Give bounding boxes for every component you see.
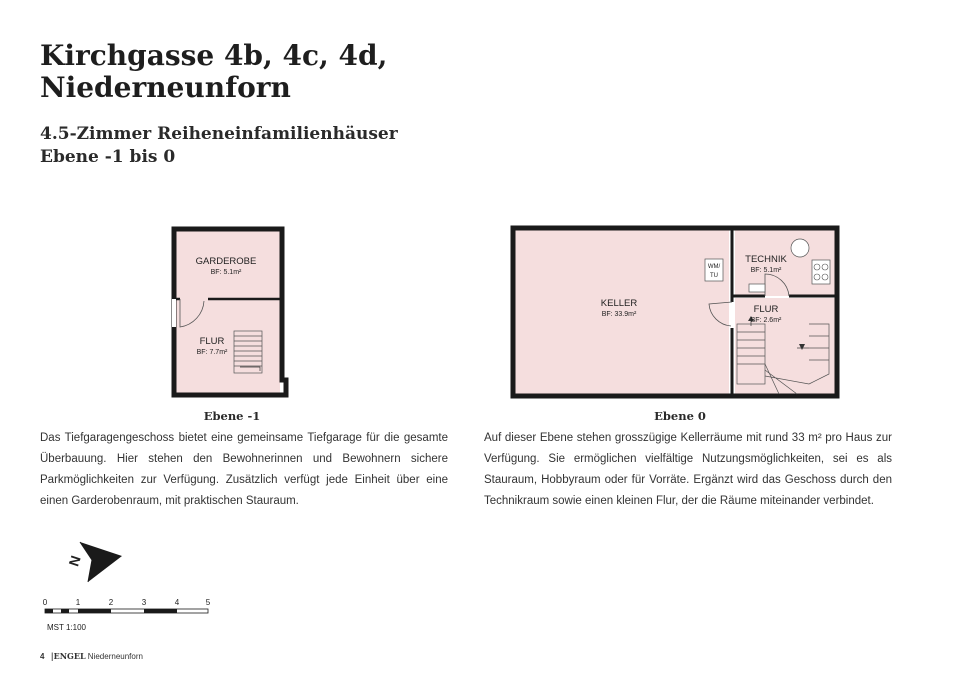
room-label-flur-0: FLUR — [753, 304, 779, 315]
north-arrow — [62, 538, 128, 586]
description-level-minus1: Das Tiefgaragengeschoss bietet eine gemeinsame Tiefgarage für die gesamte Überbauung. Hier stehen den Bewohnerinnen und Bewohnern sichere Parkmöglichkeiten zur Verfügung. Zusätzlich verfügt jede Einheit über eine einen Garderobenraum, mit praktischen Stauraum. — [40, 432, 448, 507]
scale-tick-3: 3 — [141, 598, 147, 607]
title-line-1: Kirchgasse 4b, 4c, 4d, — [40, 39, 388, 72]
floorplan-level-0 — [509, 224, 841, 404]
wm-label-2: TU — [710, 273, 718, 279]
north-letter: N — [65, 553, 84, 569]
caption-level-minus1: Ebene -1 — [203, 409, 261, 423]
sink-symbol — [749, 284, 765, 292]
room-area-garderobe: BF: 5.1m² — [210, 269, 242, 276]
scale-bar — [40, 596, 230, 636]
scale-tick-1: 1 — [75, 598, 81, 607]
room-area-technik: BF: 5.1m² — [750, 267, 782, 274]
scale-segments — [45, 609, 208, 613]
room-area-flur-0: BF: 2.6m² — [750, 317, 782, 324]
page-footer — [40, 651, 143, 661]
room-area-flur-minus1: BF: 7.7m² — [196, 349, 228, 356]
wm-label-1: WM/ — [707, 264, 721, 270]
room-label-keller: KELLER — [600, 298, 638, 309]
subtitle-line-2: Ebene -1 bis 0 — [40, 147, 176, 167]
room-label-garderobe: GARDEROBE — [195, 256, 257, 267]
brand-logo: |ENGEL — [50, 651, 86, 661]
caption-level-0: Ebene 0 — [654, 409, 706, 423]
scale-tick-5: 5 — [205, 598, 211, 607]
room-label-technik: TECHNIK — [745, 254, 787, 265]
scale-tick-2: 2 — [108, 598, 114, 607]
footer-project: Niederneunforn — [87, 652, 143, 661]
floorplan-level-minus1 — [170, 225, 294, 405]
description-level-0: Auf dieser Ebene stehen grosszügige Kellerräume mit rund 33 m² pro Haus zur Verfügung. Sie ermöglichen vielfältige Nutzungsmöglichkeiten, sei es als Stauraum, Hobbyraum oder für Vorräte. Ergänzt wird das Geschoss durch den Technikraum sowie einen kleinen Flur, der die Räume miteinander verbindet. — [484, 432, 892, 507]
page-title — [40, 40, 640, 104]
scale-tick-4: 4 — [174, 598, 180, 607]
heater-symbol — [812, 260, 830, 284]
scale-label: MST 1:100 — [47, 623, 86, 632]
page-subtitle — [40, 123, 640, 169]
room-area-keller: BF: 33.9m² — [601, 311, 637, 318]
room-label-flur-minus1: FLUR — [199, 336, 225, 347]
subtitle-line-1: 4.5-Zimmer Reiheneinfamilienhäuser — [40, 124, 398, 144]
title-line-2: Niederneunforn — [40, 71, 291, 104]
page-number: 4 — [40, 652, 45, 661]
boiler-symbol — [791, 239, 809, 257]
scale-tick-0: 0 — [42, 598, 48, 607]
